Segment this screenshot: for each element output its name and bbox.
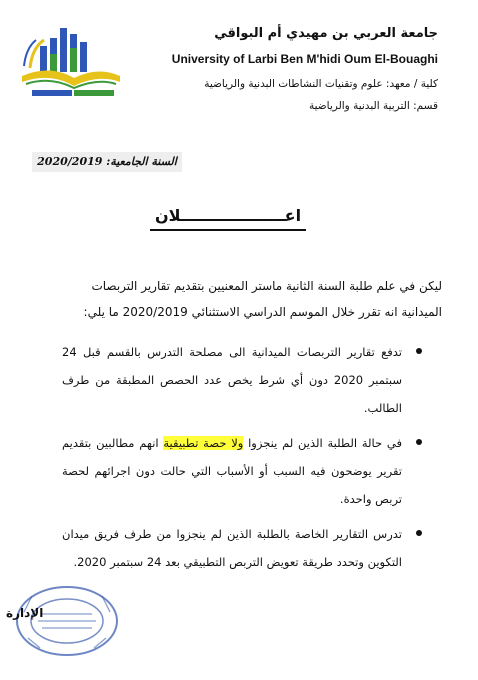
bullet-dot-icon bbox=[416, 530, 422, 536]
signature-label: الإدارة bbox=[6, 606, 44, 620]
bullet-dot-icon bbox=[416, 348, 422, 354]
announcement-title: اعـــــــــــــــــــلان bbox=[154, 206, 302, 225]
academic-year: السنة الجامعية: 2020/2019 bbox=[32, 152, 182, 172]
highlighted-text: ولا حصة تطبيقية bbox=[163, 436, 244, 450]
bullet-text: تدفع تقارير التربصات الميدانية الى مصلحة التدرس بالقسم قبل 24 سبتمبر 2020 دون أي شرط يخص عدد الحصص المطبقة من طرف الطالب. bbox=[62, 345, 402, 415]
intro-line-1: ليكن في علم طلبة السنة الثانية ماستر المعنيين بتقديم تقارير التربصات bbox=[91, 279, 442, 293]
department-line: قسم: التربية البدنية والرياضية bbox=[308, 100, 438, 112]
bullet-dot-icon bbox=[416, 439, 422, 445]
list-item bbox=[62, 520, 402, 576]
intro-line-2: الميدانية انه تقرر خلال الموسم الدراسي الاستثنائي 2020/2019 ما يلي: bbox=[83, 305, 442, 319]
list-item bbox=[62, 429, 402, 513]
bullet-text-start: في حالة الطلبة الذين لم ينجزوا bbox=[243, 436, 402, 450]
bullet-text: تدرس التقارير الخاصة بالطلبة الذين لم ينجزوا من طرف فريق ميدان التكوين وتحدد طريقة تعويض التربص التطبيقي بعد 24 سبتمبر 2020. bbox=[62, 527, 402, 569]
university-name-english: University of Larbi Ben M'hidi Oum El-Bouaghi bbox=[171, 52, 438, 66]
university-logo-icon bbox=[10, 18, 128, 100]
title-underline bbox=[150, 229, 306, 231]
bullet-text-end: انهم مطالبين بتقديم تقرير يوضحون فيه السبب أو الأسباب التي حالت دون اجرائهم لحصة تربص واحدة. bbox=[62, 436, 402, 506]
official-stamp-icon bbox=[12, 582, 122, 660]
bullet-list bbox=[62, 338, 402, 583]
faculty-line: كلية / معهد: علوم وتقنيات النشاطات البدنية والرياضية bbox=[204, 78, 438, 90]
list-item bbox=[62, 338, 402, 422]
university-name-arabic: جامعة العربي بن مهيدي أم البواقي bbox=[214, 26, 438, 41]
